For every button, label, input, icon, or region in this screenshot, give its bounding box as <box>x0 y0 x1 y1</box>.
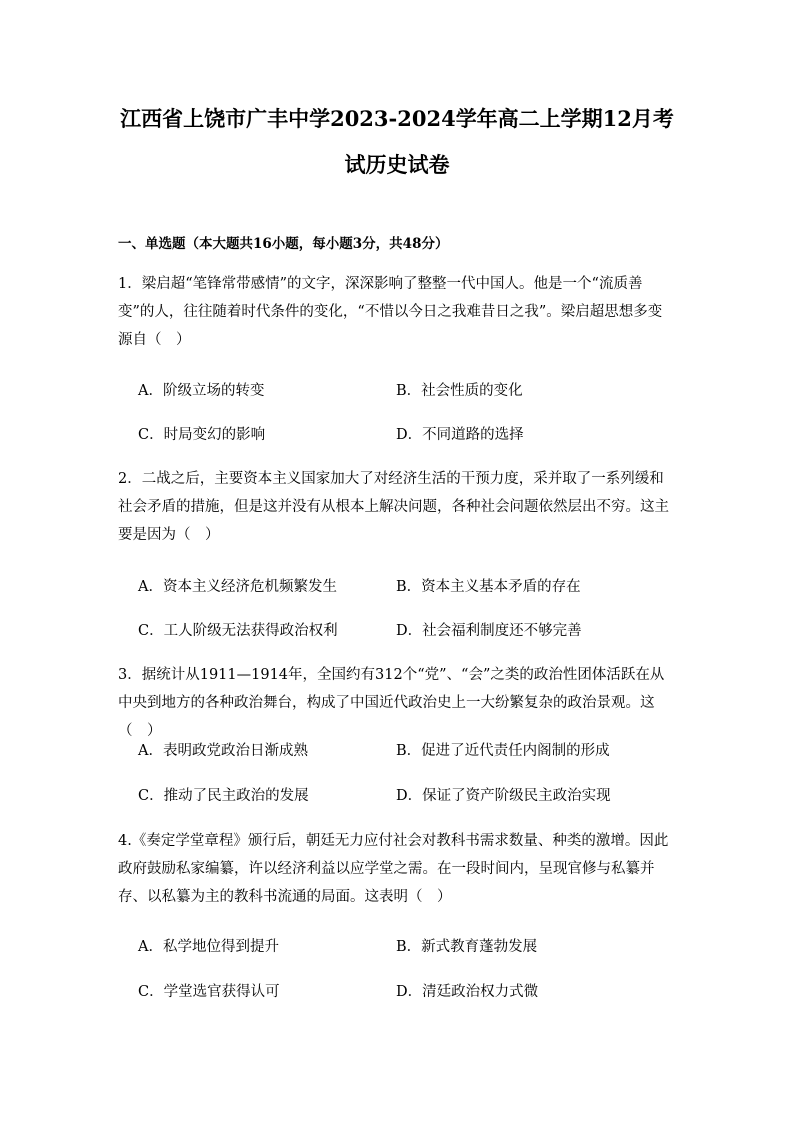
question-2-option-c[interactable]: C．工人阶级无法获得政治权利 <box>138 623 338 639</box>
question-3-option-d[interactable]: D．保证了资产阶级民主政治实现 <box>396 788 611 804</box>
question-2-option-b[interactable]: B．资本主义基本矛盾的存在 <box>396 579 581 595</box>
question-3-option-a[interactable]: A．表明政党政治日渐成熟 <box>138 743 308 759</box>
question-2-option-a[interactable]: A．资本主义经济危机频繁发生 <box>138 579 337 595</box>
question-1-option-b[interactable]: B．社会性质的变化 <box>396 383 523 399</box>
question-2-stem: 2．二战之后，主要资本主义国家加大了对经济生活的干预力度，采并取了一系列缓和社会矛盾的措施，但是这并没有从根本上解决问题，各种社会问题依然层出不穷。这主要是因为（ ） <box>118 471 669 543</box>
question-4-option-b[interactable]: B．新式教育蓬勃发展 <box>396 939 538 955</box>
question-3-stem: 3．据统计从1911—1914年，全国约有312个“党”、“会”之类的政治性团体活跃在从中央到地方的各种政治舞台，构成了中国近代政治史上一大纷繁复杂的政治景观。这（ ） <box>118 667 665 739</box>
question-2-option-d[interactable]: D．社会福利制度还不够完善 <box>396 623 582 639</box>
question-3-option-c[interactable]: C．推动了民主政治的发展 <box>138 788 309 804</box>
question-1-option-c[interactable]: C．时局变幻的影响 <box>138 427 266 443</box>
question-4-stem: 4.《奏定学堂章程》颁行后，朝廷无力应付社会对教科书需求数量、种类的激增。因此政府鼓励私家编纂，许以经济利益以应学堂之需。在一段时间内，呈现官修与私纂并存、以私纂为主的教科书流通的局面。这表明（ ） <box>118 833 669 905</box>
question-3-option-b[interactable]: B．促进了近代责任内阁制的形成 <box>396 743 610 759</box>
question-1-option-a[interactable]: A．阶级立场的转变 <box>138 383 265 399</box>
question-4-option-d[interactable]: D．清廷政治权力式微 <box>396 984 539 1000</box>
question-1-stem: 1．梁启超“笔锋常带感情”的文字，深深影响了整整一代中国人。他是一个“流质善变”的人，往往随着时代条件的变化，“不惜以今日之我难昔日之我”。梁启超思想多变源自（ ） <box>118 276 663 348</box>
question-4-option-c[interactable]: C．学堂选官获得认可 <box>138 984 280 1000</box>
section-heading: 一、单选题（本大题共16小题，每小题3分，共48分） <box>118 236 449 252</box>
question-1-option-d[interactable]: D．不同道路的选择 <box>396 427 524 443</box>
exam-title: 江西省上饶市广丰中学2023-2024学年高二上学期12月考试历史试卷 <box>120 106 674 177</box>
question-4-option-a[interactable]: A．私学地位得到提升 <box>138 939 279 955</box>
